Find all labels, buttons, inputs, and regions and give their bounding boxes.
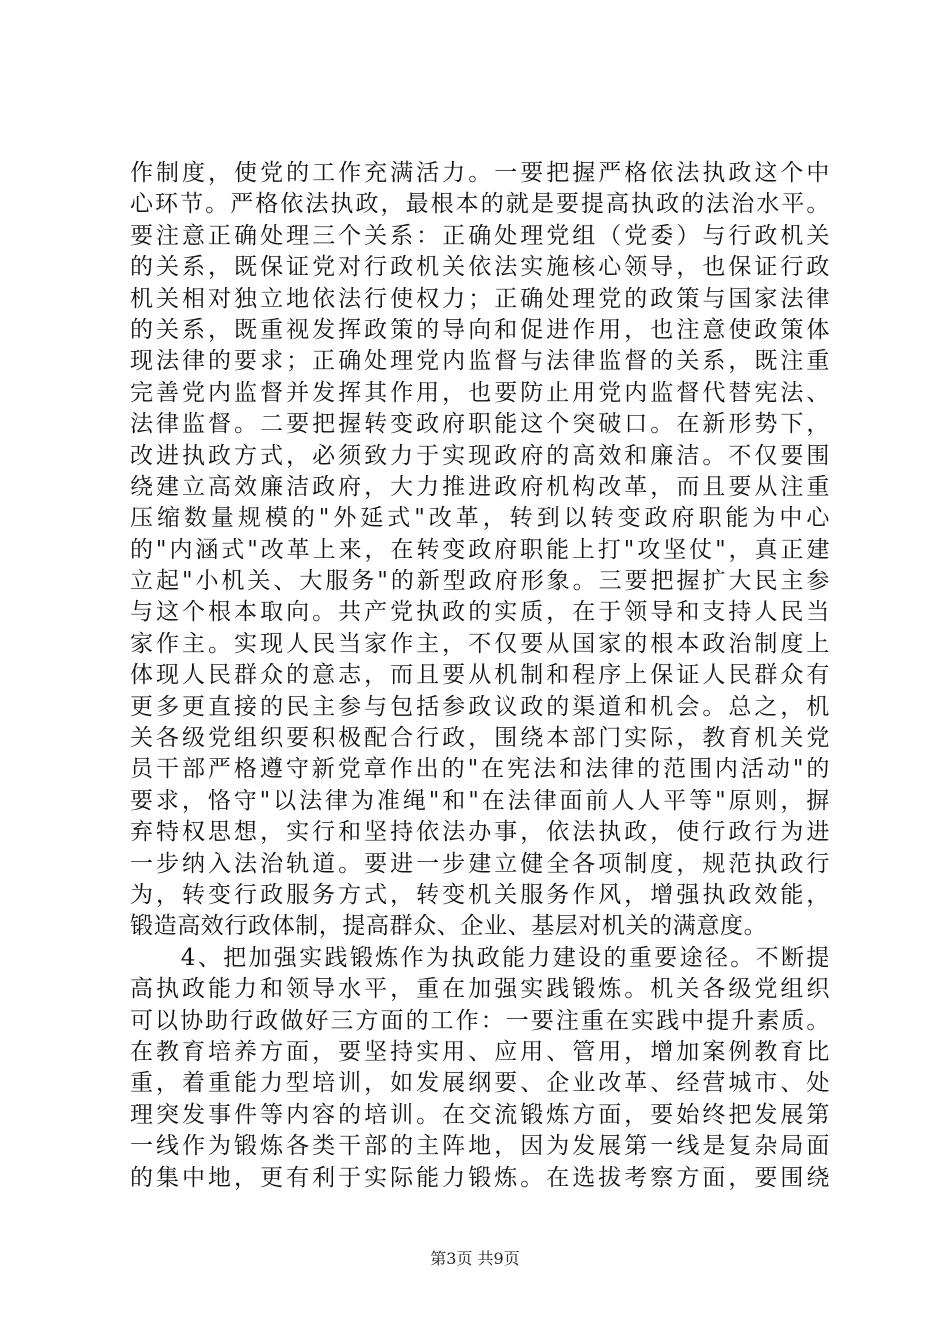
text-line: 与这个根本取向。共产党执政的实质，在于领导和支持人民当 <box>130 599 830 626</box>
text-line: 体现人民群众的意志，而且要从机制和程序上保证人民群众有 <box>130 662 830 689</box>
text-line: 法律监督。二要把握转变政府职能这个突破口。在新形势下， <box>130 411 830 438</box>
text-line: 的集中地，更有利于实际能力锻炼。在选拔考察方面，要围绕 <box>130 1164 830 1191</box>
text-line: 可以协助行政做好三方面的工作：一要注重在实践中提升素质。 <box>130 1007 830 1034</box>
text-line: 改进执政方式，必须致力于实现政府的高效和廉洁。不仅要围 <box>130 442 830 469</box>
text-line: 员干部严格遵守新党章作出的"在宪法和法律的范围内活动"的 <box>130 756 830 783</box>
text-line: 锻造高效行政体制，提高群众、企业、基层对机关的满意度。 <box>130 913 768 940</box>
text-line: 为，转变行政服务方式，转变机关服务作风，增强执政效能， <box>130 881 830 908</box>
text-line: 完善党内监督并发挥其作用，也要防止用党内监督代替宪法、 <box>130 379 830 406</box>
page-footer: 第3页 共9页 <box>430 1249 520 1268</box>
text-line: 理突发事件等内容的培训。在交流锻炼方面，要始终把发展第 <box>130 1101 830 1128</box>
text-line: 的关系，既保证党对行政机关依法实施核心领导，也保证行政 <box>130 254 830 281</box>
text-line: 一步纳入法治轨道。要进一步建立健全各项制度，规范执政行 <box>130 850 830 877</box>
text-line: 机关相对独立地依法行使权力；正确处理党的政策与国家法律 <box>130 285 830 312</box>
text-line: 压缩数量规模的"外延式"改革，转到以转变政府职能为中心 <box>130 505 830 532</box>
text-line: 要求，恪守"以法律为准绳"和"在法律面前人人平等"原则，摒 <box>130 787 830 814</box>
body-text <box>130 158 830 1194</box>
text-line: 重，着重能力型培训，如发展纲要、企业改革、经营城市、处 <box>130 1070 830 1097</box>
text-line: 的"内涵式"改革上来，在转变政府职能上打"攻坚仗"，真正建 <box>130 536 830 563</box>
text-line: 立起"小机关、大服务"的新型政府形象。三要把握扩大民主参 <box>130 568 830 595</box>
text-line: 现法律的要求；正确处理党内监督与法律监督的关系，既注重 <box>130 348 830 375</box>
text-line: 在教育培养方面，要坚持实用、应用、管用，增加案例教育比 <box>130 1038 830 1065</box>
text-line: 家作主。实现人民当家作主，不仅要从国家的根本政治制度上 <box>130 630 830 657</box>
text-line: 弃特权思想，实行和坚持依法办事，依法执政，使行政行为进 <box>130 819 830 846</box>
text-line: 更多更直接的民主参与包括参政议政的渠道和机会。总之，机 <box>130 693 830 720</box>
text-line: 一线作为锻炼各类干部的主阵地，因为发展第一线是复杂局面 <box>130 1133 830 1160</box>
text-line: 要注意正确处理三个关系：正确处理党组（党委）与行政机关 <box>130 222 830 249</box>
text-line: 高执政能力和领导水平，重在加强实践锻炼。机关各级党组织 <box>130 976 830 1003</box>
text-line: 心环节。严格依法执政，最根本的就是要提高执政的法治水平。 <box>130 191 830 218</box>
text-line: 作制度，使党的工作充满活力。一要把握严格依法执政这个中 <box>130 160 830 186</box>
text-line: 4、把加强实践锻炼作为执政能力建设的重要途径。不断提 <box>130 944 830 971</box>
text-line: 的关系，既重视发挥政策的导向和促进作用，也注意使政策体 <box>130 316 830 343</box>
text-line: 关各级党组织要积极配合行政，围绕本部门实际，教育机关党 <box>130 725 830 752</box>
text-line: 绕建立高效廉洁政府，大力推进政府机构改革，而且要从注重 <box>130 473 830 500</box>
